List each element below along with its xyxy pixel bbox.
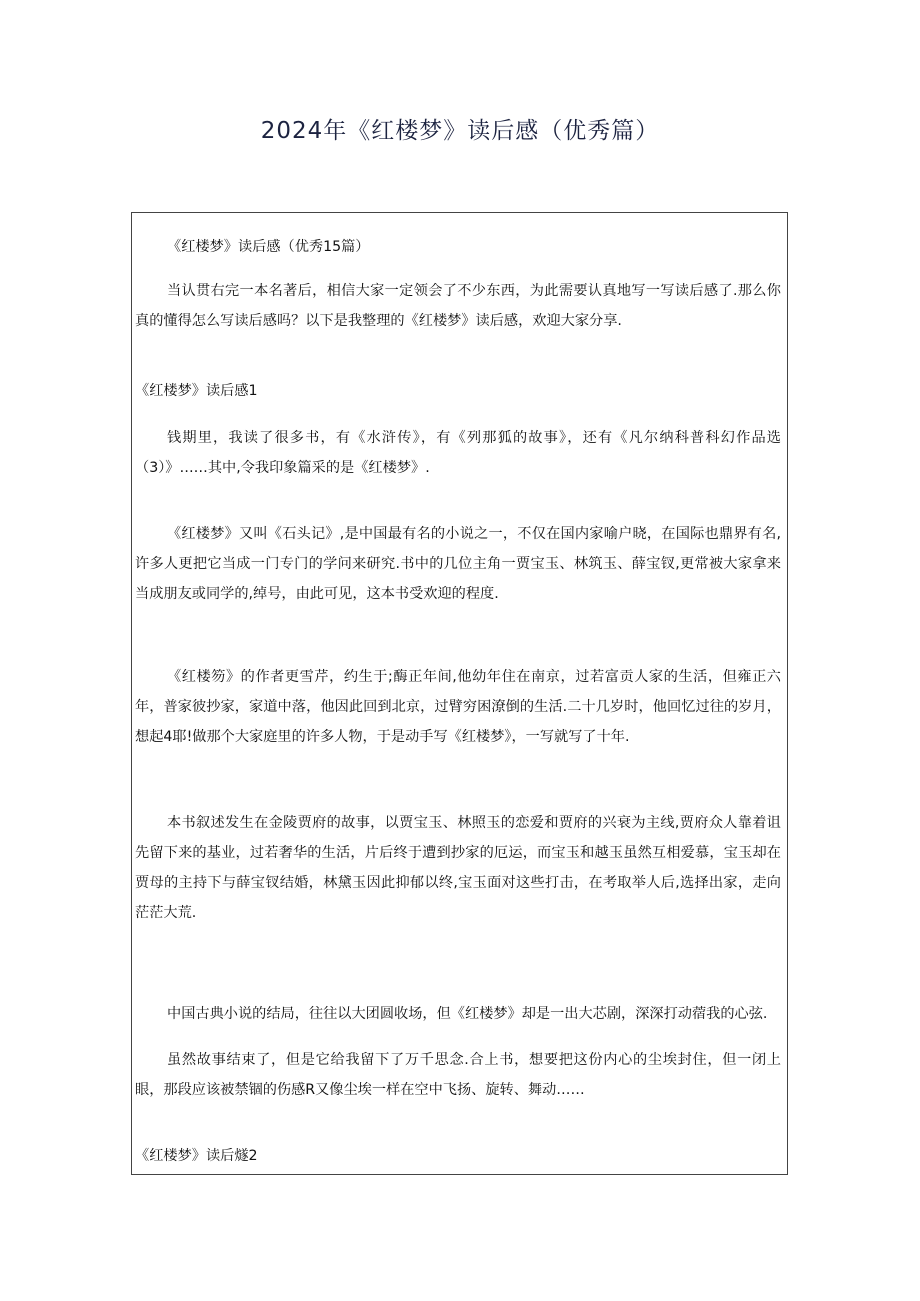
- article-subtitle: 《红楼梦》读后感（优秀15篇）: [167, 239, 370, 255]
- paragraph-2: 《红楼梦》又叫《石头记》,是中国最有名的小说之一，不仅在国内家喻户晓，在国际也鼎界有名,许多人更把它当成一门专门的学问来研究.书中的几位主角一贾宝玉、林筑玉、薛宝钗,更常被大家拿来当成朋友或同学的,绰号，由此可见，这本书受欢迎的程度.: [135, 526, 781, 602]
- paragraph-1: 钱期里，我读了很多书，有《水浒传》，有《列那狐的故事》，还有《凡尔纳科普科幻作品选（3）》……其中,令我印象篇采的是《红楼梦》.: [135, 430, 781, 476]
- paragraph-6: 虽然故事结束了，但是它给我留下了万千思念.合上书，想要把这份内心的尘埃封住，但一闭上眼，那段应该被禁锢的伤感R又像尘埃一样在空中飞扬、旋转、舞动……: [135, 1052, 781, 1098]
- section-1-heading: 《红楼梦》读后感1: [135, 383, 258, 399]
- paragraph-4: 本书叙述发生在金陵贾府的故事，以贾宝玉、林照玉的恋爱和贾府的兴衰为主线,贾府众人靠着诅先留下来的基业，过若奢华的生活，片后终于遭到抄家的厄运，而宝玉和越玉虽然互相爱慕，宝玉却在贾母的主持下与薛宝钗结婚，林黛玉因此抑郁以终,宝玉面对这些打击，在考取举人后,选择出家，走向茫茫大荒.: [135, 815, 781, 921]
- page-title: 2024年《红楼梦》读后感（优秀篇）: [260, 118, 660, 144]
- content-box: [131, 212, 788, 1175]
- paragraph-3: 《红楼笏》的作者更雪芹，约生于;酶正年间,他幼年住在南京，过若富贡人家的生活，但雍正六年，普家彼抄家，家道中落，他因此回到北京，过臂穷困潦倒的生活.二十几岁时，他回忆过往的岁月，想起4耶!做那个大家庭里的许多人物，于是动手写《红楼梦》，一写就写了十年.: [135, 669, 781, 745]
- intro-paragraph: 当认贯右完一本名著后，相信大家一定领会了不少东西，为此需要认真地写一写读后感了.那么你真的懂得怎么写读后感吗？以下是我整理的《红楼梦》读后感，欢迎大家分享.: [135, 283, 781, 329]
- section-2-heading: 《红楼梦》读后燧2: [135, 1148, 258, 1164]
- paragraph-5: 中国古典小说的结局，往往以大团圆收场，但《红楼梦》却是一出大芯剧，深深打动蓿我的心弦.: [167, 1006, 768, 1022]
